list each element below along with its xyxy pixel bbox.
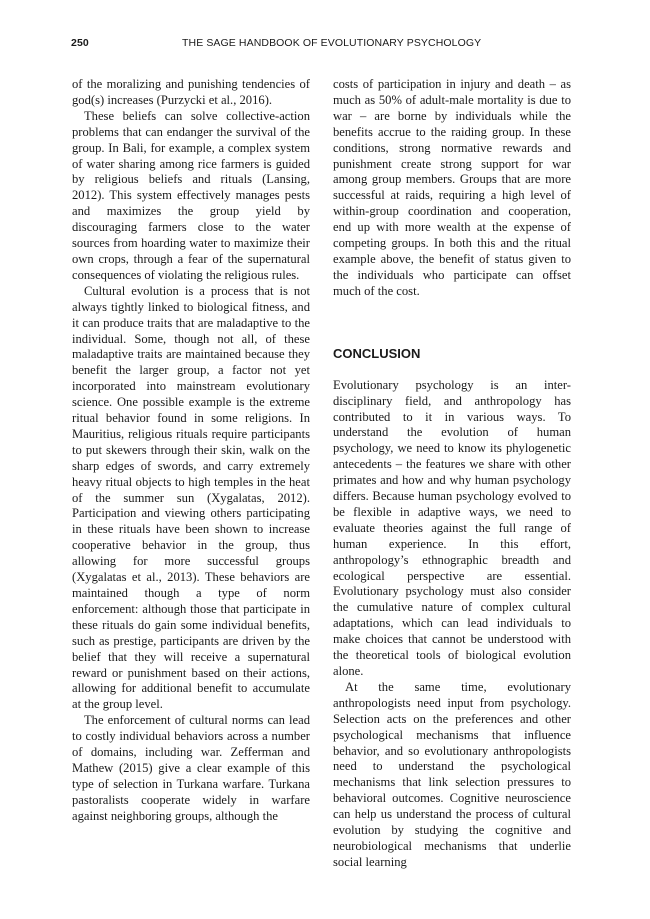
left-paragraph-4: The enforcement of cultural norms can lead to costly individual behaviors across a number of domains, including war. Zefferman and Mathew (2015) give a clear example of this type of selection in Turkana warfare. Turkana pastoralists cooperate widely in warfare against neighboring groups, although the	[72, 713, 310, 823]
conclusion-paragraph-1: Evolutionary psychology is an inter-disciplinary field, and anthropology has contributed to it in various ways. To understand the evolution of human psychology, we need to know its phylogenetic antecedents – the features we share with other primates and how and why human psychology differs. Because human psychology evolved to be flexible in adaptive ways, we need to evaluate theories against the full range of human experience. In this effort, anthropology’s ethnographic breadth and ecological perspective are essential. Evolutionary psychology must also consider the cumulative nature of complex cultural adaptations, which can lead individuals to make choices that cannot be understood with the theoretical tools of biological evolution alone.	[333, 377, 571, 678]
running-head	[71, 37, 571, 51]
conclusion-paragraph-2: At the same time, evolutionary anthropologists need input from psychology. Selection acts on the preferences and other psychological mechanisms that influence behavior, and so evolutionary anthropologists need to understand the psychological mechanisms that link selection pressures to behavioral outcomes. Cognitive neuroscience can help us understand the process of cultural evolution by studying the cognitive and neurobiological mechanisms that underlie social learning	[333, 679, 571, 869]
right-paragraph-1: costs of participation in injury and death – as much as 50% of adult-male mortality is due to war – are borne by individuals while the benefits accrue to the raiding group. In these conditions, strong normative rewards and punishment create strong support for war among group members. Groups that are more successful at raids, requiring a high level of within-group coordination and cooperation, end up with more wealth at the expense of competing groups. In both this and the ritual example above, the benefit of status given to the individuals who participate can offset much of the cost.	[333, 77, 571, 298]
left-paragraph-2: These beliefs can solve collective-action problems that can endanger the survival of the group. In Bali, for example, a complex system of water sharing among rice farmers is guided by religious beliefs and rituals (Lansing, 2012). This system effectively manages pests and maximizes the group yield by discouraging farmers close to the water sources from hoarding water to maximize their own crops, through a fear of the supernatural consequences of violating the religious rules.	[72, 108, 310, 282]
left-column	[72, 77, 310, 825]
book-title: THE SAGE HANDBOOK OF EVOLUTIONARY PSYCHOLOGY	[182, 37, 482, 49]
section-heading-conclusion: CONCLUSION	[333, 345, 421, 361]
right-column	[333, 77, 571, 871]
left-paragraph-3: Cultural evolution is a process that is not always tightly linked to biological fitness, and it can produce traits that are maladaptive to the individual. Some, though not all, of these maladaptive traits are maintained because they benefit the larger group, a factor not yet incorporated into mainstream evolutionary science. One possible example is the extreme ritual behavior found in some religions. In Mauritius, religious rituals require participants to put skewers through their skin, walk on the sharp edges of swords, and carry extremely heavy ritual objects to high temples in the heat of the summer sun (Xygalatas, 2012). Participation and viewing others participating in these rituals have been shown to increase cooperative behavior in the group, thus allowing for more successful groups (Xygalatas et al., 2013). These behaviors are maintained though a type of norm enforcement: although those that participate in these rituals do gain some individual benefits, such as prestige, participants are driven by the belief that they will receive a supernatural reward or punishment based on their actions, allowing for additional benefit to accumulate at the group level.	[72, 283, 310, 712]
page-number: 250	[71, 37, 89, 49]
left-paragraph-1: of the moralizing and punishing tendencies of god(s) increases (Purzycki et al., 2016).	[72, 77, 310, 107]
